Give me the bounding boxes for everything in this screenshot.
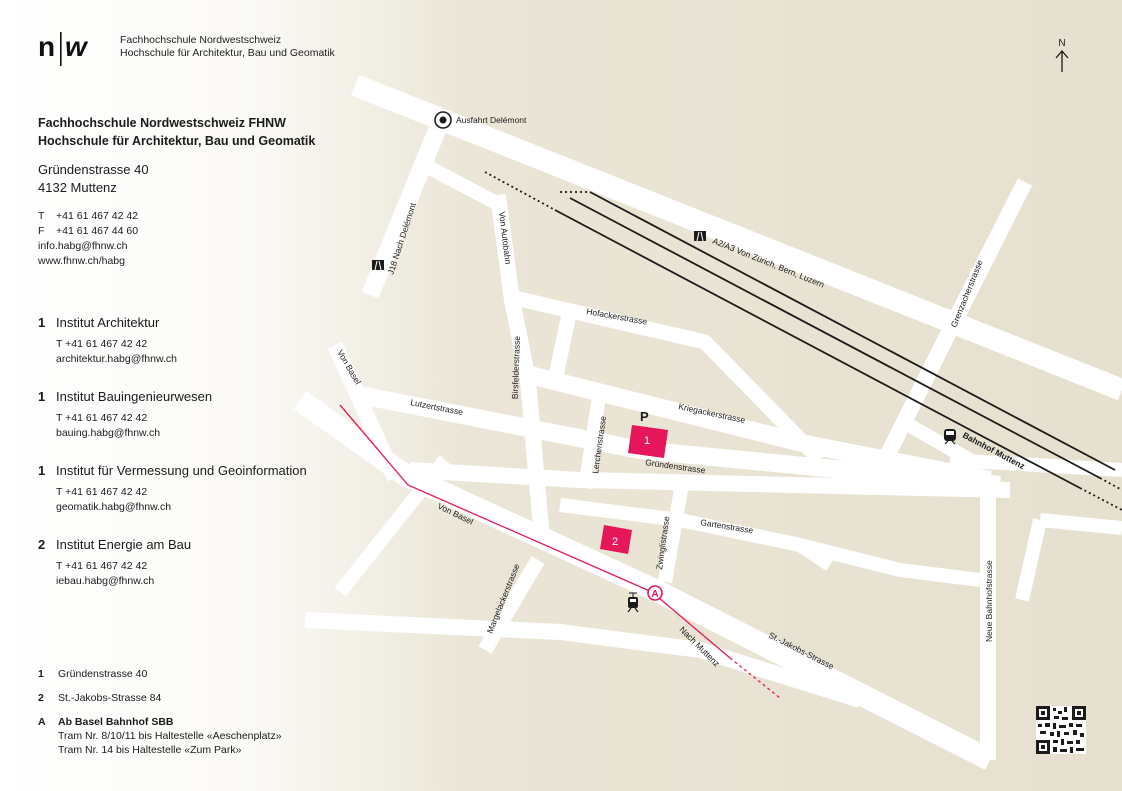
header-text <box>120 34 335 60</box>
svg-text:n: n <box>38 31 56 62</box>
legend-item <box>38 715 282 757</box>
phone-label: T <box>38 210 45 222</box>
label-exit: Ausfahrt Delémont <box>456 115 527 125</box>
marker-2[interactable] <box>600 525 632 554</box>
institution-name: Fachhochschule Nordwestschweiz FHNW <box>38 116 286 130</box>
department-name: Institut Bauingenieurwesen <box>56 389 213 404</box>
legend-text: St.-Jakobs-Strasse 84 <box>58 692 162 704</box>
institution-title <box>38 114 315 150</box>
phone-number[interactable]: +41 61 467 42 42 <box>56 210 139 222</box>
label-st-jakobs: St.-Jakobs-Strasse <box>767 629 836 672</box>
north-arrow-icon <box>1056 38 1068 72</box>
legend-number: 1 <box>38 668 44 680</box>
department-phone[interactable]: T +41 61 467 42 42 <box>56 560 148 572</box>
department-item <box>38 463 307 515</box>
address-street: Gründenstrasse 40 <box>38 162 149 177</box>
legend <box>38 667 282 757</box>
marker-1-label: 1 <box>643 435 651 447</box>
road-exit-connector <box>430 168 500 205</box>
legend-item <box>38 691 282 705</box>
marker-1[interactable] <box>628 425 668 458</box>
motorway-icon <box>694 231 706 241</box>
department-item <box>38 315 177 367</box>
label-lutzert: Lutzertstrasse <box>409 397 464 418</box>
svg-text:w: w <box>65 31 87 62</box>
department-phone[interactable]: T +41 61 467 42 42 <box>56 486 148 498</box>
label-birsfelder: Birsfelderstrasse <box>509 335 522 400</box>
department-number: 1 <box>38 463 46 478</box>
label-a2: A2/A3 Von Zürich, Bern, Luzern <box>711 235 826 290</box>
contact-block <box>38 209 138 269</box>
label-neue-bahnhof: Neue Bahnhofstrasse <box>984 560 994 642</box>
header-line2: Hochschule für Architektur, Bau und Geomatik <box>120 47 335 59</box>
label-von-basel: Von Basel <box>436 500 475 527</box>
label-von-basel-top: Von Basel <box>335 348 364 387</box>
department-number: 1 <box>38 389 46 404</box>
label-j18: J18 Nach Delémont <box>385 201 418 276</box>
department-email[interactable]: bauing.habg@fhnw.ch <box>56 427 161 439</box>
label-garten: Gartenstrasse <box>699 517 754 536</box>
legend-number: A <box>38 716 46 728</box>
legend-item <box>38 667 282 681</box>
tram-icon <box>628 593 638 612</box>
tram-stop-a-label: A <box>651 589 659 600</box>
header-line1: Fachhochschule Nordwestschweiz <box>120 34 282 46</box>
address <box>38 161 149 197</box>
label-bahnhof: Bahnhof Muttenz <box>961 429 1027 472</box>
road-j18 <box>370 130 437 295</box>
road-motorway <box>355 85 1122 390</box>
exit-icon <box>435 112 451 128</box>
department-name: Institut Architektur <box>56 315 160 330</box>
label-lerchen: Lerchenstrasse <box>590 415 609 475</box>
fax-label: F <box>38 225 45 237</box>
label-margelacker: Margelackerstrasse <box>484 562 522 635</box>
institution-school: Hochschule für Architektur, Bau und Geomatik <box>38 134 316 148</box>
department-item <box>38 389 212 441</box>
email-link[interactable]: info.habg@fhnw.ch <box>38 240 128 252</box>
label-hofacker: Hofackerstrasse <box>585 306 648 327</box>
label-von-autobahn: Von Autobahn <box>497 211 514 265</box>
address-city: 4132 Muttenz <box>38 180 117 195</box>
fax-number: +41 61 467 44 60 <box>56 225 139 237</box>
parking-label: P <box>640 409 649 424</box>
legend-number: 2 <box>38 692 44 704</box>
label-grenzacher: Grenzacherstrasse <box>948 258 985 329</box>
fhnw-logo <box>38 30 106 70</box>
qr-code-icon[interactable] <box>1036 706 1086 754</box>
department-number: 2 <box>38 537 46 552</box>
department-item <box>38 537 191 589</box>
legend-text: Gründenstrasse 40 <box>58 668 148 680</box>
marker-2-label: 2 <box>611 536 619 548</box>
web-link[interactable]: www.fhnw.ch/habg <box>38 255 125 267</box>
department-phone[interactable]: T +41 61 467 42 42 <box>56 338 148 350</box>
department-email[interactable]: iebau.habg@fhnw.ch <box>56 575 155 587</box>
legend-tram-line: Tram Nr. 14 bis Haltestelle «Zum Park» <box>58 744 242 756</box>
legend-text: Ab Basel Bahnhof SBB <box>58 716 174 728</box>
label-gruenden: Gründenstrasse <box>644 457 707 476</box>
department-name: Institut Energie am Bau <box>56 537 192 552</box>
department-name: Institut für Vermessung und Geoinformation <box>56 463 307 478</box>
legend-tram-line: Tram Nr. 8/10/11 bis Haltestelle «Aeschenplatz» <box>58 730 282 742</box>
department-email[interactable]: architektur.habg@fhnw.ch <box>56 353 177 365</box>
department-phone[interactable]: T +41 61 467 42 42 <box>56 412 148 424</box>
department-number: 1 <box>38 315 46 330</box>
north-label: N <box>1058 38 1066 49</box>
tram-stop-a[interactable] <box>648 586 662 600</box>
label-nach-muttenz: Nach Muttenz <box>677 624 722 669</box>
department-email[interactable]: geomatik.habg@fhnw.ch <box>56 501 172 513</box>
label-kriegacker: Kriegackerstrasse <box>677 401 747 426</box>
motorway-icon <box>372 260 384 270</box>
label-zwingli: Zwinglistrasse <box>654 515 672 571</box>
